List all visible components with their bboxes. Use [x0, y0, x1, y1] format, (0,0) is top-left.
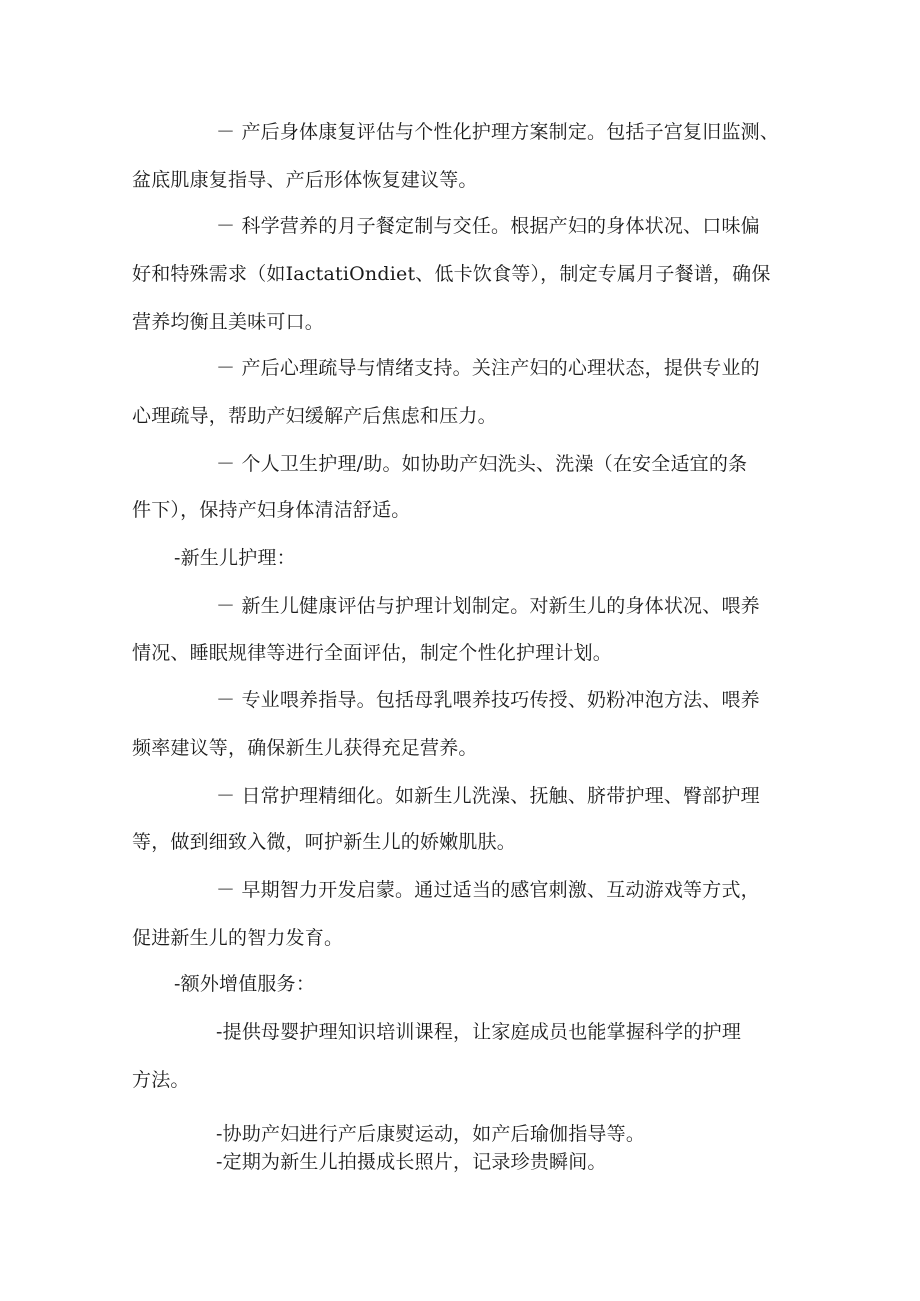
training-line-2: 方法。 — [132, 1069, 190, 1091]
recovery-line-1: － 产后身体康复评估与个性化护理方案制定。包括子宫复旧监测、 — [216, 121, 780, 143]
daily-care-line-1: － 日常护理精细化。如新生儿洗澡、抚触、脐带护理、臀部护理 — [216, 785, 760, 807]
nutrition-line-2: 好和特殊需求（如IactatiOndiet、低卡饮食等），制定专属月子餐谱，确保 — [132, 263, 771, 285]
training-line-1: -提供母婴护理知识培训课程，让家庭成员也能掌握科学的护理 — [216, 1021, 742, 1043]
psychology-line-2: 心理疏导，帮助产妇缓解产后焦虑和压力。 — [132, 405, 497, 427]
newborn-care-heading: -新生儿护理： — [174, 547, 296, 569]
extra-services-heading: -额外增值服务： — [174, 973, 316, 995]
nutrition-line-3: 营养均衡且美味可口。 — [132, 311, 325, 333]
assessment-line-1: － 新生儿健康评估与护理计划制定。对新生儿的身体状况、喂养 — [216, 595, 760, 617]
hygiene-line-1: － 个人卫生护理/助。如协助产妇洗头、洗澡（在安全适宜的条 — [216, 453, 748, 475]
feeding-line-2: 频率建议等，确保新生儿获得充足营养。 — [132, 737, 478, 759]
intellect-line-1: － 早期智力开发启蒙。通过适当的感官刺激、互动游戏等方式， — [216, 879, 760, 901]
exercise-line: -协助产妇进行产后康熨运动，如产后瑜伽指导等。 — [216, 1123, 646, 1145]
nutrition-line-1: － 科学营养的月子餐定制与交任。根据产妇的身体状况、口味偏 — [216, 215, 760, 237]
psychology-line-1: － 产后心理疏导与情绪支持。关注产妇的心理状态，提供专业的 — [216, 357, 760, 379]
photos-line: -定期为新生儿拍摄成长照片，记录珍贵瞬间。 — [216, 1151, 607, 1173]
recovery-line-2: 盆底肌康复指导、产后形体恢复建议等。 — [132, 169, 478, 191]
intellect-line-2: 促进新生儿的智力发育。 — [132, 927, 344, 949]
hygiene-line-2: 件下），保持产妇身体清洁舒适。 — [132, 499, 411, 521]
assessment-line-2: 情况、睡眠规律等进行全面评估，制定个性化护理计划。 — [132, 642, 613, 664]
daily-care-line-2: 等，做到细致入微，呵护新生儿的娇嫩肌肤。 — [132, 831, 517, 853]
feeding-line-1: － 专业喂养指导。包括母乳喂养技巧传授、奶粉冲泡方法、喂养 — [216, 689, 760, 711]
